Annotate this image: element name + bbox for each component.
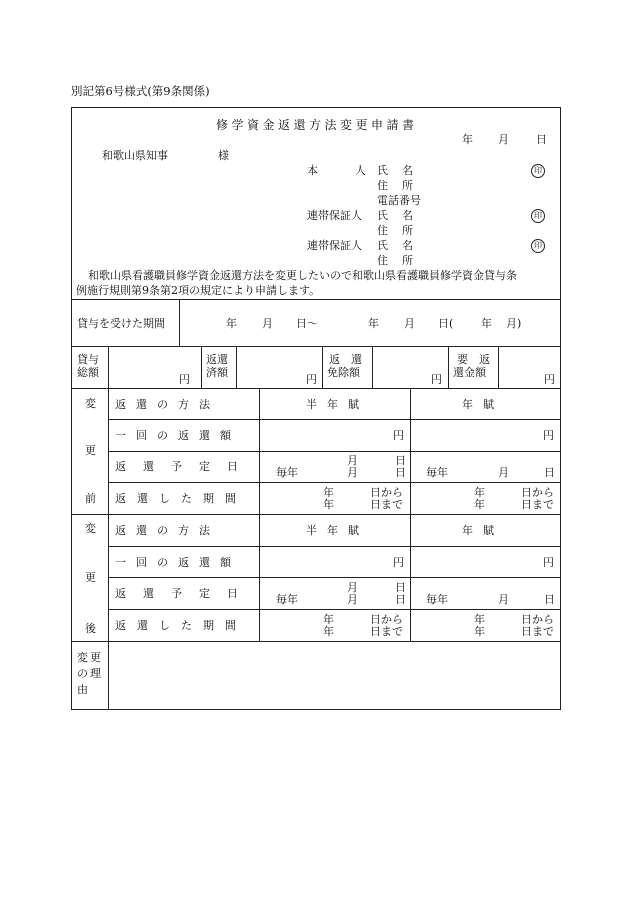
divider: [179, 299, 180, 346]
method-annual: 年賦: [462, 524, 504, 537]
applicant-label: 本: [307, 164, 318, 177]
yen-unit: 円: [543, 556, 554, 569]
address-label: 所: [402, 179, 413, 192]
from-unit: 日から: [521, 486, 554, 499]
required-label: 還金額: [453, 366, 486, 379]
period-month: 月: [262, 317, 273, 330]
period-month: 月): [506, 317, 522, 330]
addressee-name: 和歌山県知事: [102, 149, 168, 162]
period-year: 年: [226, 317, 237, 330]
seal-mark: 印: [531, 209, 545, 223]
day-unit: 日: [544, 593, 555, 606]
guarantor-label: 連帯保証人: [307, 209, 362, 222]
method-annual: 年賦: [462, 398, 504, 411]
from-unit: 日から: [370, 613, 403, 626]
divider: [498, 346, 499, 388]
row-label-period: 返還した期間: [115, 619, 247, 632]
divider: [71, 388, 561, 389]
section-after-label: 更: [85, 571, 96, 584]
period-year: 年: [481, 317, 492, 330]
section-before-label: 変: [85, 397, 96, 410]
from-unit: 日から: [521, 613, 554, 626]
period-year: 年: [368, 317, 379, 330]
day-unit: 日: [395, 581, 406, 594]
method-half-year: 半年賦: [306, 524, 369, 537]
year-unit: 年: [323, 613, 334, 626]
address-label: 所: [402, 224, 413, 237]
address-label: 住: [377, 224, 388, 237]
day-unit: 日: [395, 593, 406, 606]
date-day: 日: [536, 133, 547, 146]
exempt-label: 返 還: [329, 353, 362, 366]
month-unit: 月: [347, 593, 358, 606]
seal-mark: 印: [531, 239, 545, 253]
divider: [108, 577, 561, 578]
yen-unit: 円: [306, 373, 317, 386]
yen-unit: 円: [393, 556, 404, 569]
year-unit: 年: [323, 486, 334, 499]
month-unit: 月: [347, 454, 358, 467]
reason-label: 変更: [77, 651, 103, 664]
row-label-scheduled-date: 返還予定日: [115, 587, 255, 600]
month-unit: 月: [498, 593, 509, 606]
period-month: 月: [404, 317, 415, 330]
loan-period-label: 貸与を受けた期間: [77, 317, 165, 330]
reason-label: 由: [77, 683, 88, 696]
guarantor-label: 連帯保証人: [307, 239, 362, 252]
address-label: 住: [377, 179, 388, 192]
name-label: 名: [402, 164, 413, 177]
divider: [108, 346, 109, 710]
required-label: 要 返: [457, 353, 490, 366]
loan-total-label: 総額: [77, 366, 99, 379]
address-label: 所: [402, 254, 413, 267]
month-unit: 月: [347, 466, 358, 479]
reason-label: の理: [77, 667, 103, 680]
applicant-label: 人: [355, 164, 366, 177]
yen-unit: 円: [544, 373, 555, 386]
period-day: 日(: [438, 317, 454, 330]
until-unit: 日まで: [370, 498, 403, 511]
repaid-label: 済額: [206, 366, 228, 379]
divider: [410, 388, 411, 641]
application-statement: 例施行規則第9条第2項の規定により申請します。: [76, 284, 321, 297]
row-label-scheduled-date: 返還予定日: [115, 460, 255, 473]
divider: [108, 451, 561, 452]
every-year: 毎年: [276, 466, 298, 479]
month-unit: 月: [347, 581, 358, 594]
every-year: 毎年: [426, 593, 448, 606]
name-label: 氏: [377, 239, 388, 252]
divider: [108, 546, 561, 547]
reason-field[interactable]: [110, 644, 558, 708]
divider: [71, 514, 561, 515]
divider: [236, 346, 237, 388]
year-unit: 年: [323, 625, 334, 638]
name-label: 氏: [377, 164, 388, 177]
loan-total-label: 貸与: [77, 353, 99, 366]
until-unit: 日まで: [370, 625, 403, 638]
yen-unit: 円: [179, 373, 190, 386]
date-month: 月: [498, 133, 509, 146]
row-label-method: 返還の方法: [115, 524, 220, 537]
year-unit: 年: [474, 625, 485, 638]
section-before-label: 更: [85, 444, 96, 457]
year-unit: 年: [323, 498, 334, 511]
divider: [372, 346, 373, 388]
divider: [71, 346, 561, 347]
every-year: 毎年: [276, 593, 298, 606]
row-label-period: 返還した期間: [115, 492, 247, 505]
name-label: 名: [402, 209, 413, 222]
row-label-per-payment: 一回の返還額: [115, 429, 241, 442]
yen-unit: 円: [431, 373, 442, 386]
divider: [259, 388, 260, 641]
row-label-per-payment: 一回の返還額: [115, 556, 241, 569]
period-day: 日〜: [296, 317, 318, 330]
day-unit: 日: [395, 466, 406, 479]
until-unit: 日まで: [521, 498, 554, 511]
year-unit: 年: [474, 613, 485, 626]
divider: [108, 609, 561, 610]
seal-mark: 印: [531, 164, 545, 178]
year-unit: 年: [474, 498, 485, 511]
divider: [108, 482, 561, 483]
name-label: 氏: [377, 209, 388, 222]
yen-unit: 円: [543, 429, 554, 442]
yen-unit: 円: [393, 429, 404, 442]
row-label-method: 返還の方法: [115, 398, 220, 411]
exempt-label: 免除額: [327, 366, 360, 379]
section-before-label: 前: [85, 492, 96, 505]
address-label: 住: [377, 254, 388, 267]
section-after-label: 変: [85, 522, 96, 535]
form-title: 修学資金返還方法変更申請書: [216, 118, 418, 132]
until-unit: 日まで: [521, 625, 554, 638]
divider: [322, 346, 323, 388]
phone-label: 電話番号: [377, 194, 421, 207]
every-year: 毎年: [426, 466, 448, 479]
divider: [71, 641, 561, 642]
divider: [201, 346, 202, 388]
divider: [71, 299, 561, 300]
month-unit: 月: [498, 466, 509, 479]
name-label: 名: [402, 239, 413, 252]
day-unit: 日: [544, 466, 555, 479]
addressee-suffix: 様: [218, 149, 229, 162]
divider: [448, 346, 449, 388]
from-unit: 日から: [370, 486, 403, 499]
date-year: 年: [462, 133, 473, 146]
divider: [108, 419, 561, 420]
form-number: 別記第6号様式(第9条関係): [71, 84, 210, 98]
repaid-label: 返還: [206, 353, 228, 366]
section-after-label: 後: [85, 622, 96, 635]
day-unit: 日: [395, 454, 406, 467]
method-half-year: 半年賦: [306, 398, 369, 411]
year-unit: 年: [474, 486, 485, 499]
application-statement: 和歌山県看護職員修学資金返還方法を変更したいので和歌山県看護職員修学資金貸与条: [88, 269, 517, 282]
